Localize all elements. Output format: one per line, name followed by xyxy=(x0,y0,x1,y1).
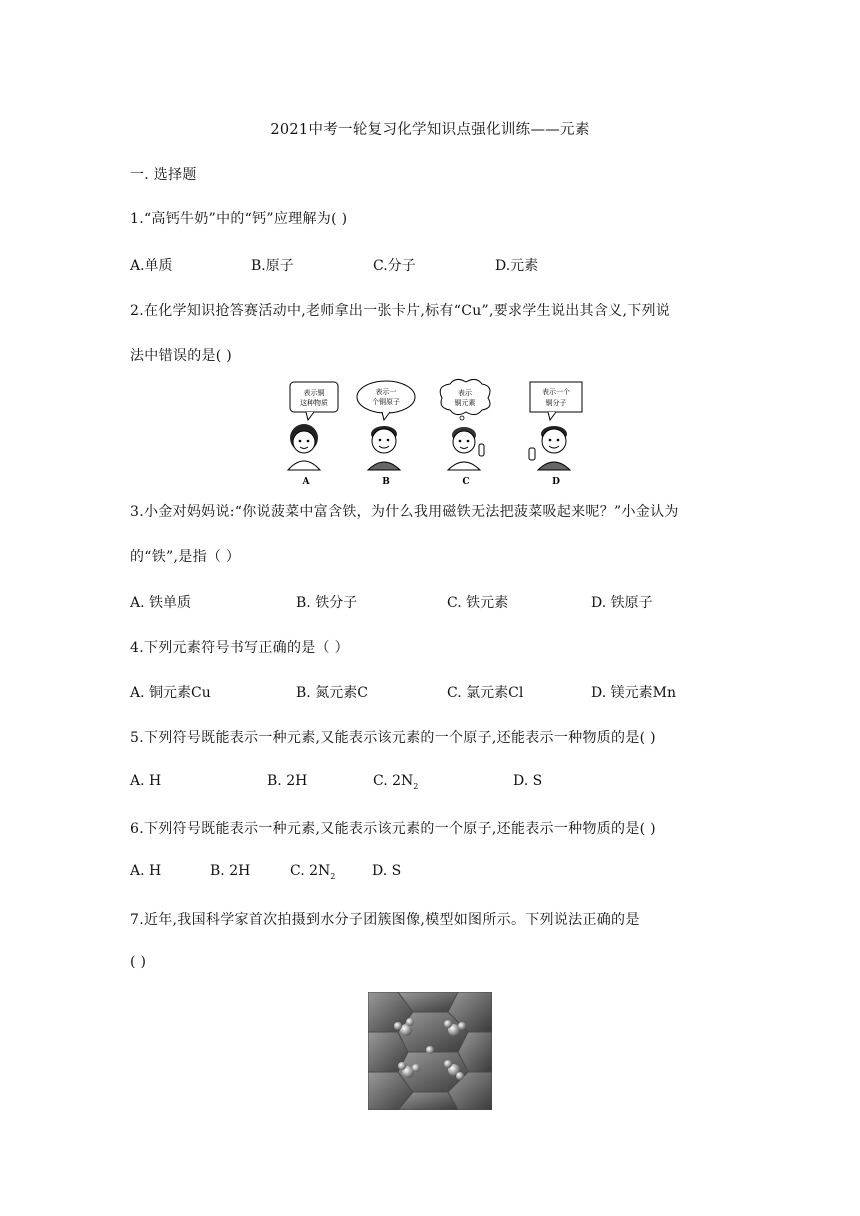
bubble-d-text1: 表示一个 xyxy=(542,388,570,396)
bubble-c-text1: 表示 xyxy=(458,389,472,397)
q5-option-c-text: C. 2N xyxy=(373,773,414,789)
label-a: A xyxy=(302,477,310,487)
q5-option-a[interactable]: A. H xyxy=(130,773,162,789)
q6-option-d[interactable]: D. S xyxy=(372,863,402,879)
q5-option-d[interactable]: D. S xyxy=(513,773,543,789)
q6-option-b[interactable]: B. 2H xyxy=(210,863,251,879)
q3-option-c[interactable]: C. 铁元素 xyxy=(447,595,509,611)
bubble-b-text2: 个铜原子 xyxy=(372,398,400,406)
q6-stem: 6.下列符号既能表示一种元素,又能表示该元素的一个原子,还能表示一种物质的是( ) xyxy=(130,821,656,837)
label-c: C xyxy=(462,477,470,487)
q4-option-c[interactable]: C. 氯元素Cl xyxy=(447,685,524,701)
q1-option-c[interactable]: C.分子 xyxy=(373,258,416,274)
q6-option-c-text: C. 2N xyxy=(290,863,331,879)
q3-option-d[interactable]: D. 铁原子 xyxy=(591,595,653,611)
q1-stem: 1.“高钙牛奶”中的“钙”应理解为( ) xyxy=(130,211,348,227)
q7-stem-line2: ( ) xyxy=(130,954,147,970)
kid-a-figure xyxy=(288,424,320,470)
kid-d-figure xyxy=(529,426,570,470)
q3-option-a[interactable]: A. 铁单质 xyxy=(130,595,192,611)
kid-c-figure xyxy=(448,427,484,470)
q2-stem-line1: 2.在化学知识抢答赛活动中,老师拿出一张卡片,标有“Cu”,要求学生说出其含义,下列说 xyxy=(130,303,671,319)
bubble-b xyxy=(357,381,415,420)
doc-title: 2021中考一轮复习化学知识点强化训练——元素 xyxy=(270,122,590,138)
water-cluster-image xyxy=(368,992,492,1110)
q5-option-b[interactable]: B. 2H xyxy=(267,773,308,789)
bubble-a-text1: 表示铜 xyxy=(303,389,325,397)
q2-cartoon-figure xyxy=(278,378,586,488)
q4-option-b[interactable]: B. 氮元素C xyxy=(296,685,368,701)
q6-subscript: 2 xyxy=(330,871,336,881)
q4-stem: 4.下列元素符号书写正确的是（ ） xyxy=(130,640,349,656)
q3-stem-line2: 的“铁”,是指（ ） xyxy=(130,549,241,565)
q1-option-a[interactable]: A.单质 xyxy=(130,258,173,274)
bubble-a xyxy=(290,382,338,420)
bubble-d-text2: 铜分子 xyxy=(545,399,567,407)
bubble-b-text1: 表示一 xyxy=(375,388,397,396)
kid-b-figure xyxy=(368,426,400,470)
bubble-c-text2: 铜元素 xyxy=(454,399,476,407)
q5-option-c[interactable] xyxy=(373,773,418,791)
q3-stem-line1: 3.小金对妈妈说:“你说菠菜中富含铁，为什么我用磁铁无法把菠菜吸起来呢？”小金认为 xyxy=(130,504,679,520)
label-b: B xyxy=(382,477,390,487)
q4-option-d[interactable]: D. 镁元素Mn xyxy=(591,685,676,701)
bubble-d xyxy=(530,382,582,420)
q1-option-b[interactable]: B.原子 xyxy=(251,258,294,274)
q4-option-a[interactable]: A. 铜元素Cu xyxy=(130,685,211,701)
label-d: D xyxy=(552,477,560,487)
q3-option-b[interactable]: B. 铁分子 xyxy=(296,595,358,611)
q6-option-c[interactable] xyxy=(290,863,335,881)
q2-stem-line2: 法中错误的是( ) xyxy=(130,348,233,364)
q6-option-a[interactable]: A. H xyxy=(130,863,162,879)
bubble-c xyxy=(440,379,490,420)
q7-stem-line1: 7.近年,我国科学家首次拍摄到水分子团簇图像,模型如图所示。下列说法正确的是 xyxy=(130,912,640,928)
q5-stem: 5.下列符号既能表示一种元素,又能表示该元素的一个原子,还能表示一种物质的是( ) xyxy=(130,730,656,746)
q5-subscript: 2 xyxy=(413,781,419,791)
section-heading: 一. 选择题 xyxy=(130,167,197,183)
bubble-a-text2: 这种物质 xyxy=(300,399,328,407)
q1-option-d[interactable]: D.元素 xyxy=(495,258,539,274)
